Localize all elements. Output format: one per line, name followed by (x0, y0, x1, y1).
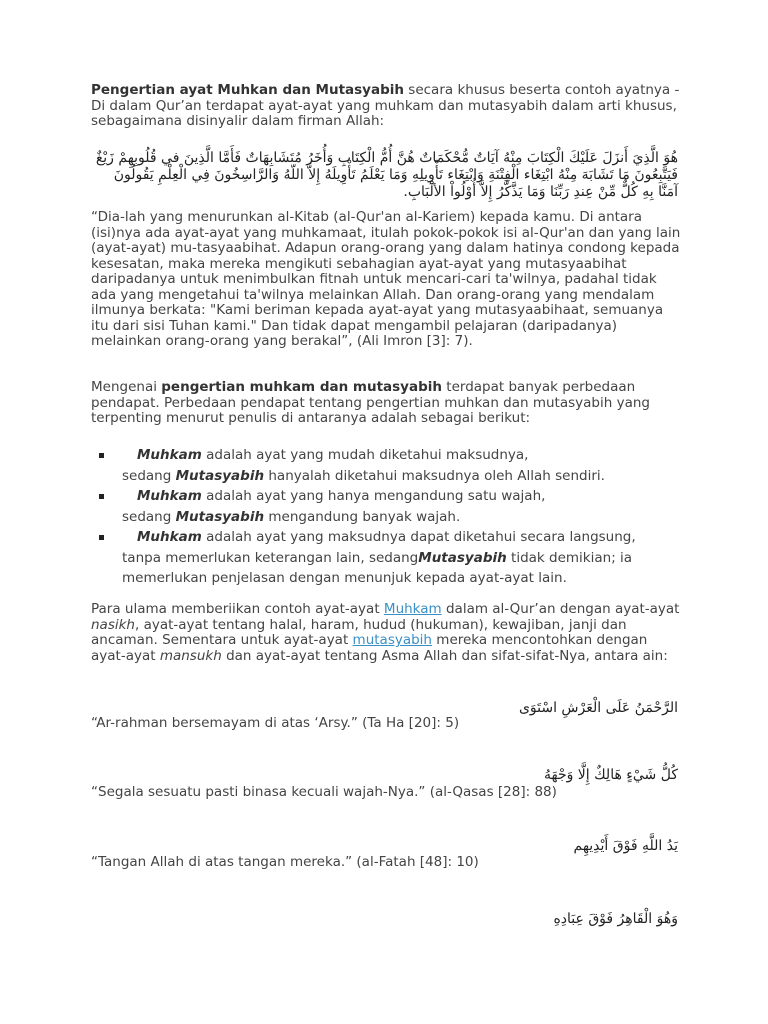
bullet-text: mengandung banyak wajah. (264, 508, 461, 525)
bullet-text: sedang (122, 508, 176, 525)
mansukh-term: mansukh (159, 647, 222, 664)
definition-list (91, 445, 691, 589)
example-arabic: الرَّحْمَنُ عَلَى الْعَرْشِ اسْتَوَى (518, 700, 678, 716)
term-muhkam: Muhkam (137, 529, 202, 545)
term-mutasyabih: Mutasyabih (175, 508, 265, 525)
para2-suffix: terdapat banyak perbedaan pendapat. Perbedaan pendapat tentang pengertian muhkan dan mutasyabih yang terpenting menurut penulis di antaranya adalah sebagai berikut: (91, 379, 650, 426)
para2-bold: pengertian muhkam dan mutasyabih (161, 379, 442, 395)
list-item (91, 445, 691, 486)
verse-arabic: هُوَ الَّذِيَ أَنزَلَ عَلَيْكَ الْكِتَابَ مِنْهُ آيَاتٌ مُّحْكَمَاتٌ هُنَّ أُمُّ الْكِتَابِ وَأُخَرُ مُتَشَابِهَاتٌ فَأَمَّا الَّذِينَ في قُلُوبِهِمْ زَيْغٌ فَيَتَّبِعُونَ مَا تَشَابَهَ مِنْهُ ابْتِغَاء الْفِتْنَةِ وَابْتِغَاء تَأْوِيلِهِ وَمَا يَعْلَمُ تَأْوِيلَهُ إِلاَّ اللّهُ وَالرَّاسِخُونَ فِي الْعِلْمِ يَقُولُونَ آمَنَّا بِهِ كُلٌّ مِّنْ عِندِ رَبِّنَا وَمَا يَذَّكَّرُ إِلاَّ أُوْلُواْ الألْبَابِ. (95, 150, 678, 200)
nasikh-term: nasikh (91, 616, 135, 633)
list-item (91, 486, 691, 527)
example-arabic: يَدُ اللَّهِ فَوْقَ أَيْدِيهِم (573, 838, 678, 854)
bullet-text: tanpa memerlukan keterangan lain, sedang (122, 549, 419, 566)
intro-title: Pengertian ayat Muhkan dan Mutasyabih (91, 82, 404, 98)
bullet-text: sedang (122, 467, 176, 484)
bullet-text: memerlukan penjelasan dengan menunjuk kepada ayat-ayat lain. (122, 570, 567, 586)
para3-text: dan ayat-ayat tentang Asma Allah dan sifat-sifat-Nya, antara ain: (221, 647, 668, 664)
example-translation: “Tangan Allah di atas tangan mereka.” (al-Fatah [48]: 10) (91, 854, 479, 870)
example-translation: “Segala sesuatu pasti binasa kecuali wajah-Nya.” (al-Qasas [28]: 88) (91, 784, 557, 800)
term-muhkam: Muhkam (137, 447, 202, 463)
bullet-icon (99, 535, 104, 540)
bullet-text: adalah ayat yang maksudnya dapat diketahui secara langsung, (201, 529, 636, 545)
example-arabic: كُلُّ شَيْءٍ هَالِكٌ إِلَّا وَجْهَهُ (543, 767, 678, 783)
examples-paragraph (91, 602, 683, 664)
example-arabic: وَهُوَ الْقَاهِرُ فَوْقَ عِبَادِهِ (553, 911, 678, 927)
bullet-text: adalah ayat yang hanya mengandung satu wajah, (201, 488, 546, 504)
bullet-icon (99, 494, 104, 499)
term-muhkam: Muhkam (137, 488, 202, 504)
intro-paragraph (91, 83, 683, 130)
para3-text: mereka mencontohkan dengan ayat-ayat (91, 632, 648, 664)
para3-text: dalam al-Qur’an dengan ayat-ayat (441, 601, 680, 617)
para3-text: Para ulama memberiikan contoh ayat-ayat (91, 601, 384, 617)
bullet-text: hanyalah diketahui maksudnya oleh Allah sendiri. (264, 467, 605, 484)
term-mutasyabih: Mutasyabih (175, 467, 265, 484)
definition-paragraph (91, 380, 683, 427)
bullet-text: adalah ayat yang mudah diketahui maksudnya, (201, 447, 529, 463)
verse-translation: “Dia-lah yang menurunkan al-Kitab (al-Qur'an al-Kariem) kepada kamu. Di antara (isi)nya ada ayat-ayat yang muhkamaat, itulah pokok-pokok isi al-Qur'an dan yang lain (ayat-ayat) mu-tasyaabihat. Adapun orang-orang yang dalam hatinya condong kepada kesesatan, maka mereka mengikuti sebahagian ayat-ayat yang mutasyaabihat daripadanya untuk menimbulkan fitnah untuk mencari-cari ta'wilnya, padahal tidak ada yang mengetahui ta'wilnya melainkan Allah. Dan orang-orang yang mendalam ilmunya berkata: "Kami beriman kepada ayat-ayat yang mutasyaabihaat, semuanya itu dari sisi Tuhan kami." Dan tidak dapat mengambil pelajaran (daripadanya) melainkan orang-orang yang berakal”, (Ali Imron [3]: 7). (91, 209, 681, 349)
bullet-icon (99, 453, 104, 458)
list-item (91, 527, 691, 589)
muhkam-link[interactable]: Muhkam (383, 601, 442, 617)
mutasyabih-link[interactable]: mutasyabih (352, 632, 432, 648)
para3-text: , ayat-ayat tentang halal, haram, hudud (hukuman), kewajiban, janji dan ancaman. Sementara untuk ayat-ayat (91, 616, 627, 648)
term-mutasyabih: Mutasyabih (418, 549, 507, 566)
para2-prefix: Mengenai (91, 379, 162, 395)
example-translation: “Ar-rahman bersemayam di atas ‘Arsy.” (Ta Ha [20]: 5) (91, 715, 460, 731)
bullet-text: tidak demikian; ia (506, 549, 633, 566)
intro-text: secara khusus beserta contoh ayatnya - Di dalam Qur’an terdapat ayat-ayat yang muhkam dan mutasyabih dalam arti khusus, sebagaimana disinyalir dalam firman Allah: (91, 82, 680, 129)
